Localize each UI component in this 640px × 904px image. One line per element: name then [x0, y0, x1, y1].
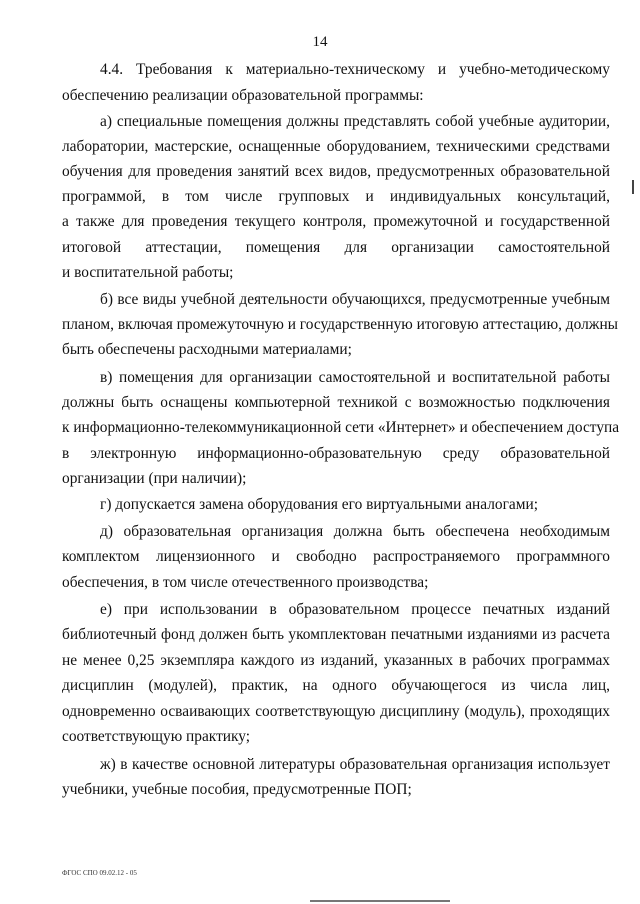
text-line: дисциплин (модулей), практик, на одного обучающегося из числа лиц,	[62, 677, 610, 694]
text-line: программой, в том числе групповых и индивидуальных консультаций,	[62, 188, 610, 205]
text-line: лаборатории, мастерские, оснащенные оборудованием, техническими средствами	[62, 138, 610, 155]
text-line: обеспечению реализации образовательной программы:	[62, 87, 424, 104]
text-line: комплектом лицензионного и свободно распространяемого программного	[62, 548, 610, 565]
text-line: в) помещения для организации самостоятельной и воспитательной работы	[100, 369, 610, 386]
text-line: и воспитательной работы;	[62, 264, 234, 281]
text-line: библиотечный фонд должен быть укомплектован печатными изданиями из расчета	[62, 626, 610, 643]
page-number: 14	[312, 34, 328, 50]
text-line: быть обеспечены расходными материалами;	[62, 341, 352, 358]
text-line: обеспечения, в том числе отечественного производства;	[62, 574, 429, 591]
text-line: е) при использовании в образовательном процессе печатных изданий	[100, 601, 610, 618]
text-line: б) все виды учебной деятельности обучающихся, предусмотренные учебным	[100, 291, 610, 308]
document-footer-code: ФГОС СПО 09.02.12 - 05	[62, 869, 137, 877]
text-line: должны быть оснащены компьютерной техникой с возможностью подключения	[62, 394, 610, 411]
text-line: а также для проведения текущего контроля, промежуточной и государственной	[62, 213, 610, 230]
text-line: не менее 0,25 экземпляра каждого из изданий, указанных в рабочих программах	[62, 652, 610, 669]
text-line: планом, включая промежуточную и государственную итоговую аттестацию, должны	[62, 316, 619, 333]
text-line: в электронную информационно-образовательную среду образовательной	[62, 445, 610, 462]
scan-artifact	[310, 900, 450, 902]
text-line: итоговой аттестации, помещения для организации самостоятельной	[62, 239, 610, 256]
text-line: к информационно-телекоммуникационной сети «Интернет» и обеспечением доступа	[62, 419, 620, 436]
text-line: г) допускается замена оборудования его виртуальными аналогами;	[100, 496, 538, 513]
text-line: ж) в качестве основной литературы образовательная организация использует	[100, 756, 610, 773]
text-line: одновременно осваивающих соответствующую дисциплину (модуль), проходящих	[62, 703, 610, 720]
text-line: 4.4. Требования к материально-техническому и учебно-методическому	[100, 61, 610, 78]
text-line: обучения для проведения занятий всех видов, предусмотренных образовательной	[62, 163, 610, 180]
text-line: организации (при наличии);	[62, 470, 247, 487]
text-line: д) образовательная организация должна быть обеспечена необходимым	[100, 523, 610, 540]
text-line: а) специальные помещения должны представлять собой учебные аудитории,	[100, 113, 610, 130]
scan-artifact	[632, 180, 634, 194]
text-line: учебники, учебные пособия, предусмотренные ПОП;	[62, 781, 412, 798]
text-line: соответствующую практику;	[62, 728, 251, 745]
